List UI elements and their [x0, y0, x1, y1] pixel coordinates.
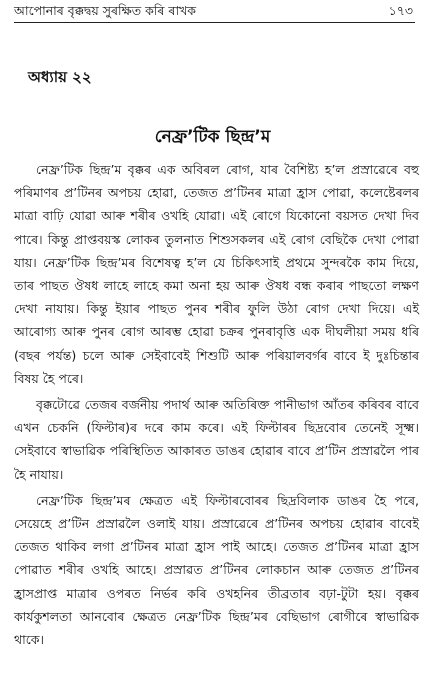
chapter-label: অধ্যায় ২২	[28, 68, 92, 86]
paragraph-3: নেফ্ৰ’টিক ছিন্দ্ৰ’মৰ ক্ষেত্ৰত এই ফিল্টাৰবোৰৰ ছিদ্ৰবিলাক ডাঙৰ হৈ পৰে, সেয়েহে প্ৰ’টিন প্ৰস্ৰাৱলৈ ওলাই যায়। প্ৰস্ৰাৱেৰে প্ৰ’টিনৰ অপচয় হোৱাৰ বাবেই তেজত থাকিব লগা প্ৰ’টিনৰ মাত্ৰা হ্ৰাস পাই আহে। তেজত প্ৰ’টিনৰ মাত্ৰা হ্ৰাস পোৱাত শৰীৰ ওখহি আহে। প্ৰস্ৰাৱত প্ৰ’টিনৰ লোকচান আৰু তেজত প্ৰ’টিনৰ হ্ৰাসপ্ৰাপ্ত মাত্ৰাৰ ওপৰত নিৰ্ভৰ কৰি ওখহনিৰ তীব্ৰতাৰ বঢ়া-টুটা হয়। বৃক্কৰ কাৰ্যকুশলতা আনবোৰ ক্ষেত্ৰত নেফ্ৰ’টিক ছিন্দ্ৰ’মৰ বেছিভাগ ৰোগীৰে স্বাভাৱিক থাকে।	[14, 492, 419, 648]
paragraph-2: বৃক্কটোৱে তেজৰ বৰ্জনীয় পদাৰ্থ আৰু অতিৰিক্ত পানীভাগ আঁতৰ কৰিবৰ বাবে এখন চেকনি (ফিল্টাৰ)ৰ দৰে কাম কৰে। এই ফিল্টাৰৰ ছিদ্ৰবোৰ তেনেই সূক্ষ্ম। সেইবাবে স্বাভাৱিক পৰিস্থিতিত আকাৰত ডাঙৰ হোৱাৰ বাবে প্ৰ’টিন প্ৰস্ৰাৱলৈ পাৰ হৈ নাযায়।	[14, 397, 419, 482]
running-header	[14, 2, 415, 23]
section-heading: নেফ্ৰ’টিক ছিন্দ্ৰ’ম	[154, 127, 271, 147]
page-number: ১৭৩	[388, 3, 413, 18]
paragraph-1: নেফ্ৰ’টিক ছিন্দ্ৰ’ম বৃক্কৰ এক অবিৰল ৰোগ, যাৰ বৈশিষ্ট্য হ’ল প্ৰস্ৰাৱেৰে বহু পৰিমাণৰ প্ৰ’টিনৰ অপচয় হোৱা, তেজত প্ৰ’টিনৰ মাত্ৰা হ্ৰাস পোৱা, কলেষ্টেৰলৰ মাত্ৰা বাঢ়ি যোৱা আৰু শৰীৰ ওখহি যোৱা। এই ৰোগে যিকোনো বয়সত দেখা দিব পাৰে। কিন্তু প্ৰাপ্তবয়স্ক লোকৰ তুলনাত শিশুসকলৰ এই ৰোগ বেছিকৈ দেখা পোৱা যায়। নেফ্ৰ’টিক ছিন্দ্ৰ’মৰ বিশেষত্ব হ’ল যে চিকিৎসাই প্ৰথমে সুন্দৰকৈ কাম দিয়ে, তাৰ পাছত ঔষধ লাহে লাহে কমা অনা হয় আৰু ঔষধ বন্ধ কৰাৰ পাছতো লক্ষণ দেখা নাযায়। কিন্তু ইয়াৰ পাছত পুনৰ শৰীৰ ফুলি উঠা ৰোগ দেখা দিয়ে। এই আৰোগ্য আৰু পুনৰ ৰোগ আৰম্ভ হোৱা চক্ৰৰ পুনৰাবৃত্তি এক দীঘলীয়া সময় ধৰি (বছৰ পৰ্যন্ত) চলে আৰু সেইবাবেই শিশুটি আৰু পৰিয়ালবৰ্গৰ বাবে ই দুঃচিন্তাৰ বিষয় হৈ পৰে।	[14, 162, 419, 386]
body-text	[14, 158, 419, 651]
running-title: আপোনাৰ বৃক্কদ্বয় সুৰক্ষিত কৰি ৰাখক	[14, 3, 197, 18]
